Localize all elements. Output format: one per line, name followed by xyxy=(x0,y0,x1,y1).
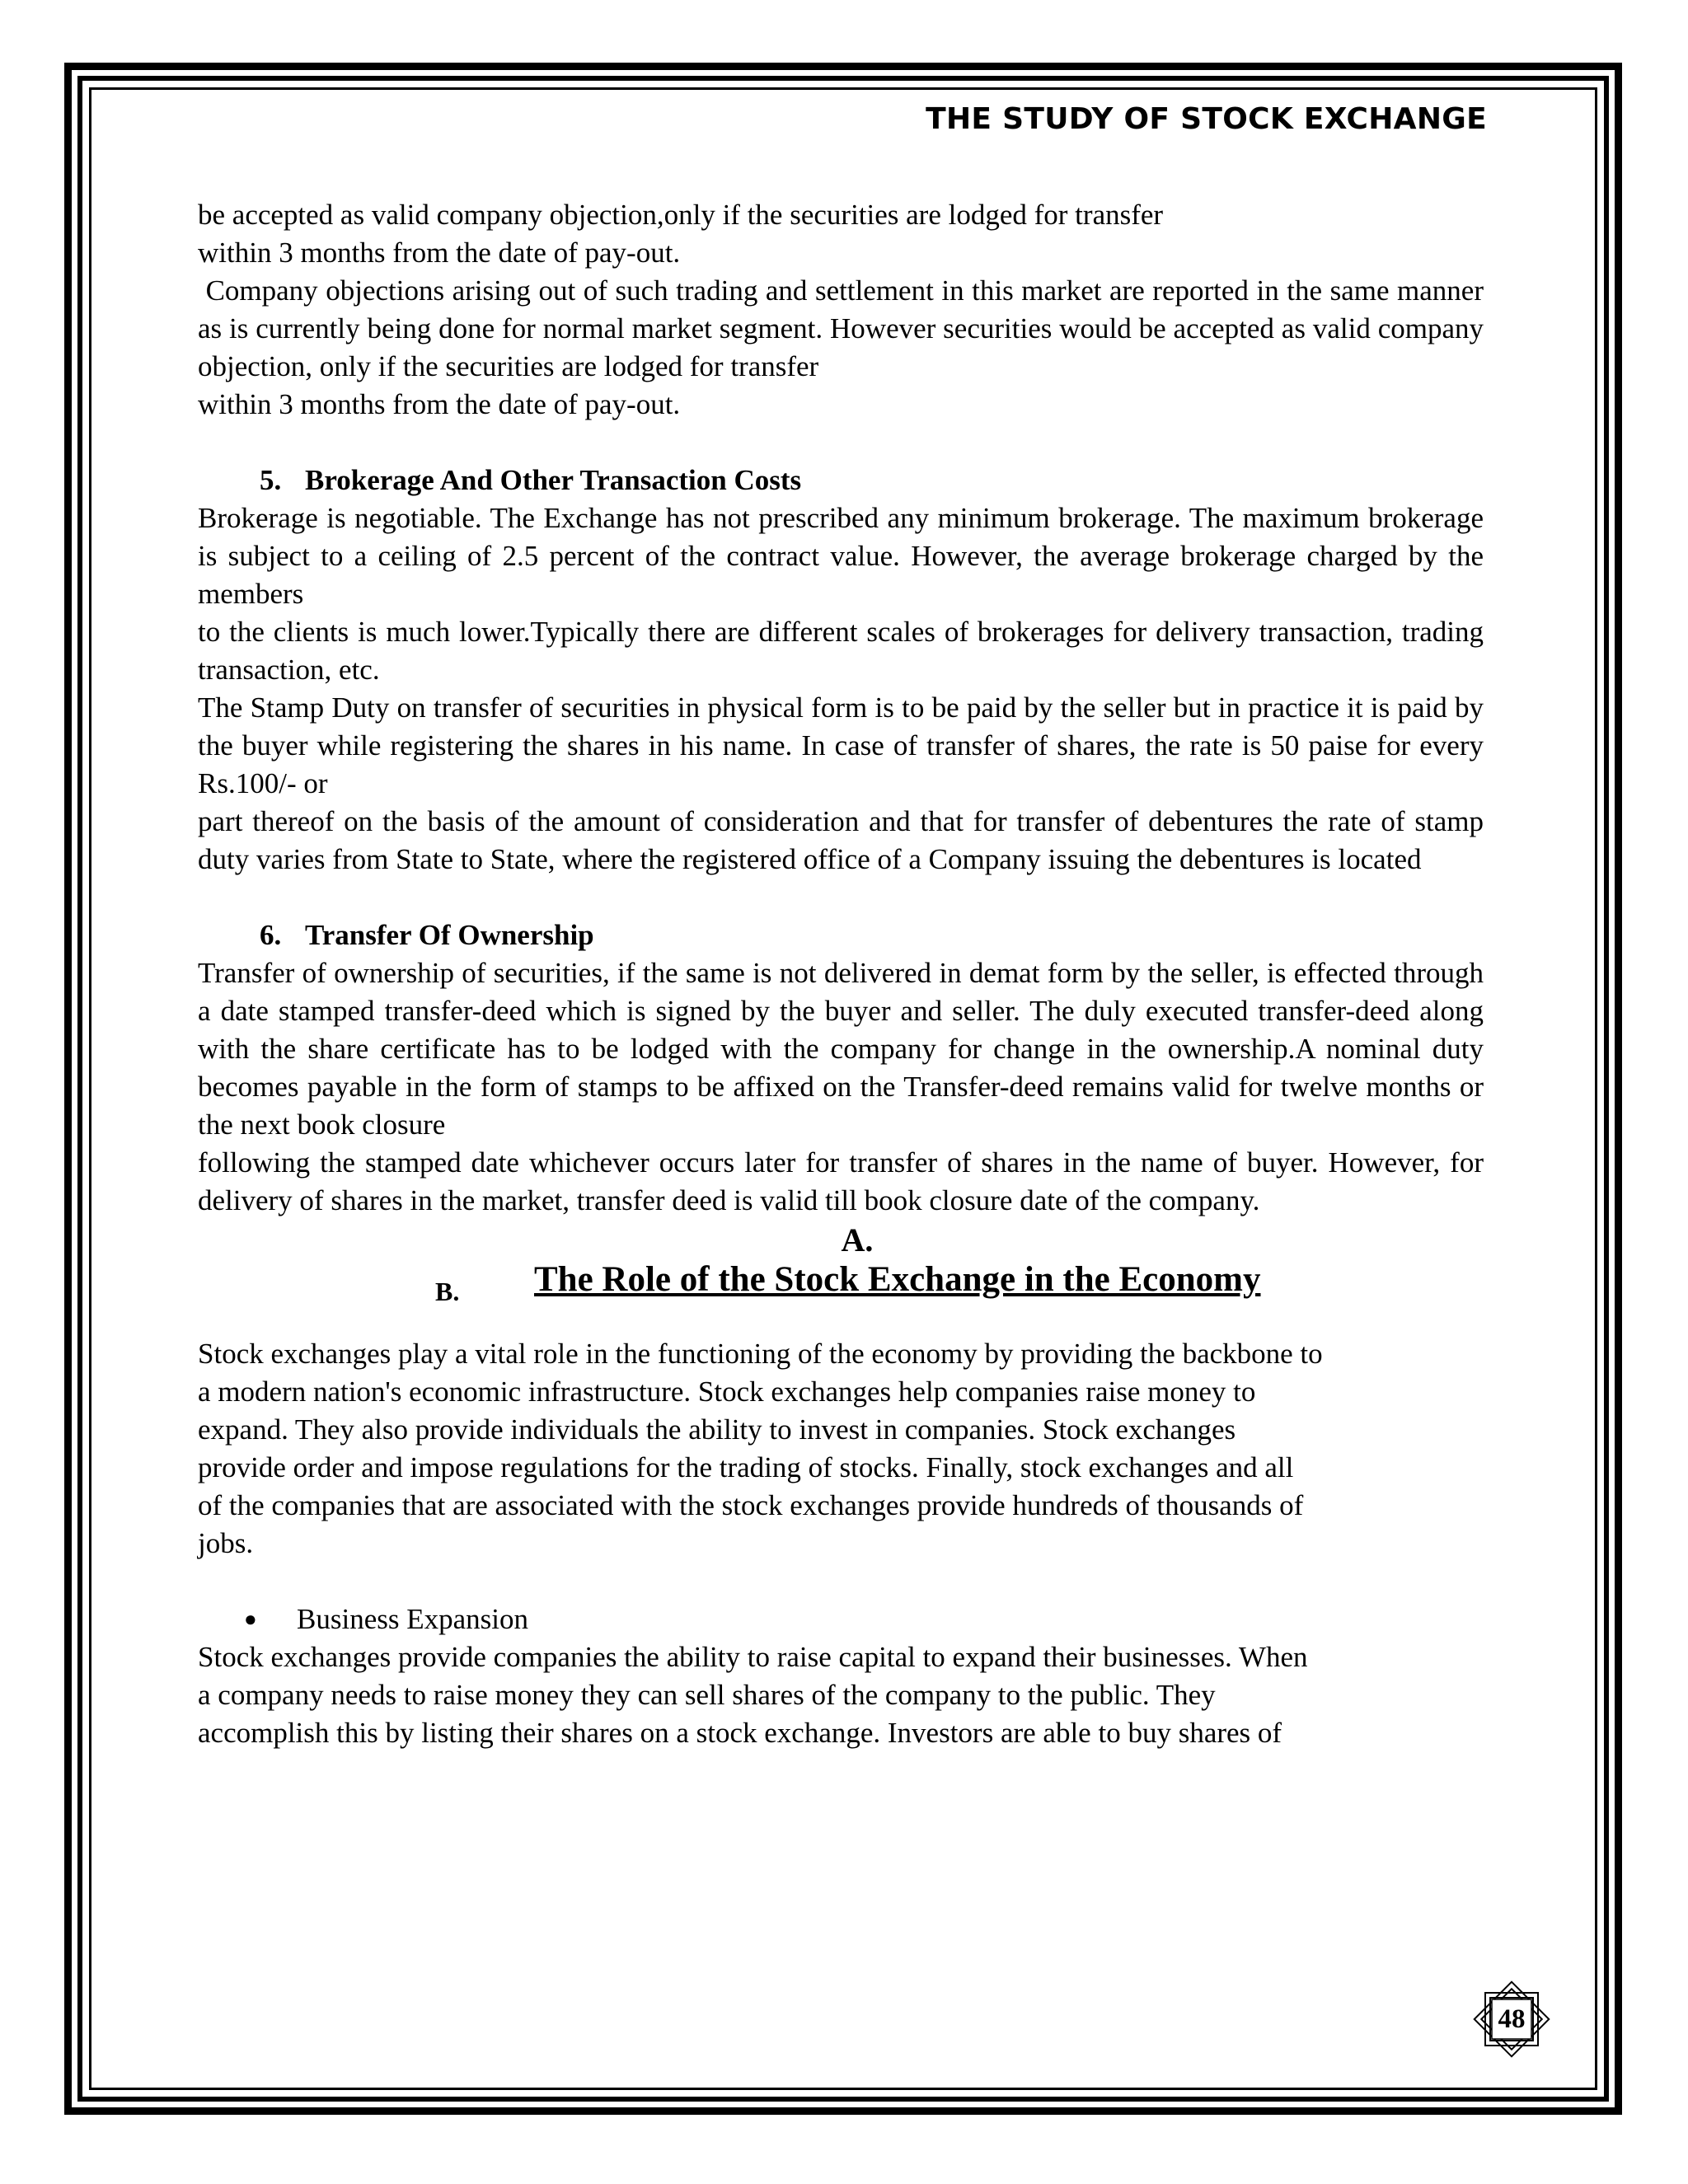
list-letter-a: A. xyxy=(841,1221,874,1258)
page-number: 48 xyxy=(1498,2004,1526,2034)
text-line: expand. They also provide individuals the ability to invest in companies. Stock exchanges xyxy=(198,1413,1236,1446)
paragraph: The Stamp Duty on transfer of securities in physical form is to be paid by the seller but in practice it is paid by the buyer while registering the shares in his name. In case of transfer of shares, the rate is 50 paise for every Rs.100/- or xyxy=(198,691,1484,799)
intro-line: be accepted as valid company objection,only if the securities are lodged for transfer xyxy=(198,199,1164,231)
bullet-icon: ● xyxy=(244,1607,257,1631)
section-5-heading xyxy=(198,462,1484,499)
text-line: accomplish this by listing their shares on a stock exchange. Investors are able to buy shares of xyxy=(198,1717,1282,1749)
text-line: jobs. xyxy=(198,1527,254,1559)
paragraph: to the clients is much lower.Typically there are different scales of brokerages for delivery transaction, trading transaction, etc. xyxy=(198,616,1484,686)
page-body xyxy=(198,196,1491,1752)
role-heading xyxy=(198,1261,1484,1312)
section-number: 6. xyxy=(260,919,282,951)
paragraph: following the stamped date whichever occurs later for transfer of shares in the name of buyer. However, for delivery of shares in the market, transfer deed is valid till book closure date of the company. xyxy=(198,1146,1484,1216)
text-line: provide order and impose regulations for the trading of stocks. Finally, stock exchanges and all xyxy=(198,1451,1294,1483)
paragraph: Brokerage is negotiable. The Exchange has not prescribed any minimum brokerage. The maximum brokerage is subject to a ceiling of 2.5 percent of the contract value. However, the average brokerage charged by the members xyxy=(198,502,1484,610)
text-line: of the companies that are associated with the stock exchanges provide hundreds of thousands of xyxy=(198,1489,1304,1521)
running-header: THE STUDY OF STOCK EXCHANGE xyxy=(926,102,1487,136)
text-line: a modern nation's economic infrastructure. Stock exchanges help companies raise money to xyxy=(198,1376,1256,1408)
list-letter-b: B. xyxy=(435,1277,460,1306)
intro-line: within 3 months from the date of pay-out. xyxy=(198,388,681,420)
intro-paragraph: Company objections arising out of such trading and settlement in this market are reported in the same manner as is currently being done for normal market segment. However securities would be accepted as valid company objection, only if the securities are lodged for transfer xyxy=(198,274,1491,382)
text-line: a company needs to raise money they can sell shares of the company to the public. They xyxy=(198,1679,1216,1711)
bullet-label: Business Expansion xyxy=(297,1603,528,1635)
paragraph: part thereof on the basis of the amount of consideration and that for transfer of debentures the rate of stamp duty varies from State to State, where the registered office of a Company issuing the debentures is located xyxy=(198,805,1484,875)
section-title: The Role of the Stock Exchange in the Economy xyxy=(534,1260,1261,1299)
paragraph: Transfer of ownership of securities, if the same is not delivered in demat form by the seller, is effected through a date stamped transfer-deed which is signed by the buyer and seller. The duly executed transfer-deed along with the share certificate has to be lodged with the company for change in the ownership.A nominal duty becomes payable in the form of stamps to be affixed on the Transfer-deed remains valid for twelve months or the next book closure xyxy=(198,957,1484,1141)
intro-line: within 3 months from the date of pay-out. xyxy=(198,237,681,269)
section-number: 5. xyxy=(260,464,282,496)
section-title: Brokerage And Other Transaction Costs xyxy=(305,464,802,496)
section-title: Transfer Of Ownership xyxy=(305,919,594,951)
text-line: Stock exchanges play a vital role in the functioning of the economy by providing the backbone to xyxy=(198,1338,1323,1370)
section-6-heading xyxy=(198,916,1484,954)
bullet-item xyxy=(198,1601,1484,1638)
text-line: Stock exchanges provide companies the ability to raise capital to expand their businesses. When xyxy=(198,1641,1308,1673)
